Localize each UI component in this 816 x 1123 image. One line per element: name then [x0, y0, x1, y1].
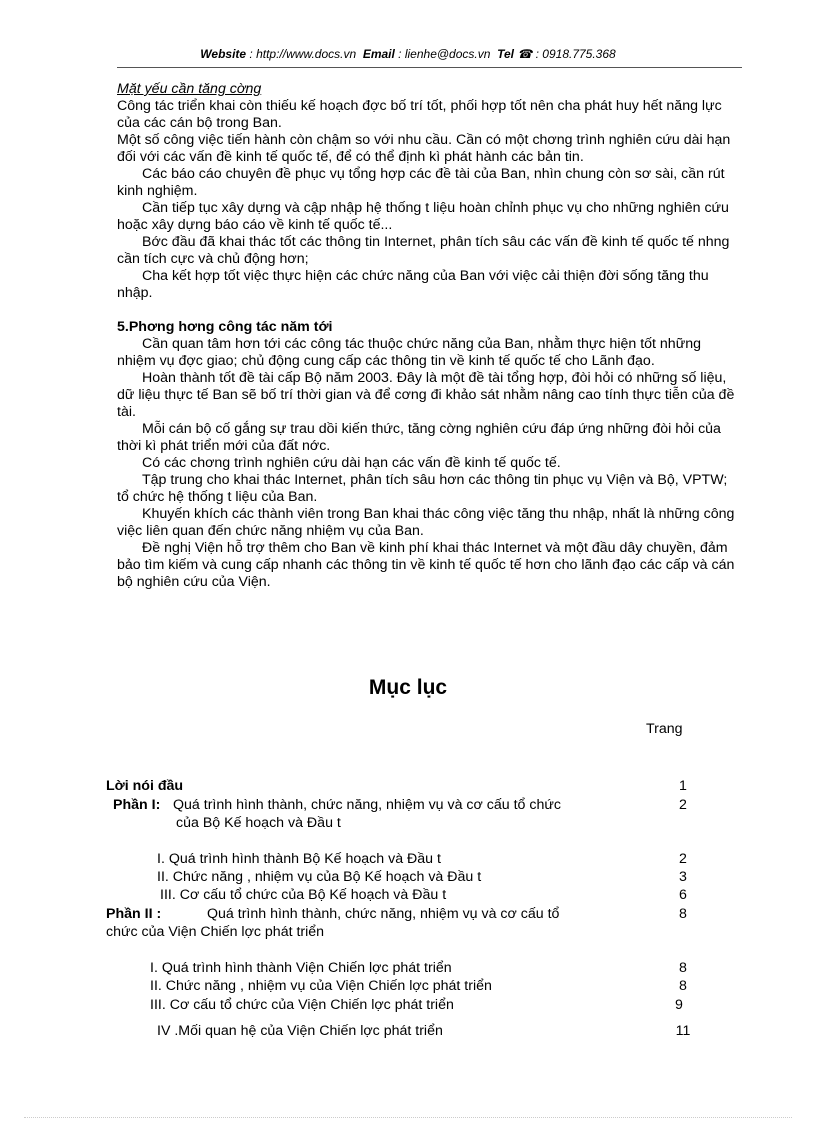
body-text [117, 81, 742, 591]
paragraph: Cần quan tâm hơn tới các công tác thuộc chức năng của Ban, nhằm thực hiện tốt những nhiệm vụ đợc giao; chủ động cung cấp các thông tin về kinh tế quốc tế cho Lãnh đạo. [117, 336, 701, 369]
toc-part2-line2: chức của Viện Chiến lợc phát triển [106, 924, 325, 940]
toc-page-number: 1 [679, 778, 687, 794]
section-heading: 5.Phơng hơng công tác năm tới [117, 319, 333, 335]
header-divider [117, 67, 742, 68]
tel-label: Tel [497, 47, 514, 61]
footer-divider [24, 1117, 792, 1118]
toc-page-number: 8 [679, 906, 687, 922]
paragraph: Công tác triển khai còn thiếu kế hoạch đợc bố trí tốt, phối hợp tốt nên cha phát huy hết năng lực của các cán bộ trong Ban. [117, 98, 722, 131]
toc-page-number: 2 [679, 797, 687, 813]
email-label: Email [362, 47, 395, 61]
toc-item: II. Chức năng , nhiệm vụ của Bộ Kế hoạch và Đầu t [157, 869, 482, 885]
toc-item: III. Cơ cấu tổ chức của Viện Chiến lợc phát triển [150, 997, 454, 1013]
paragraph: Hoàn thành tốt đề tài cấp Bộ năm 2003. Đây là một đề tài tổng hợp, đòi hỏi có những số liệu, dữ liệu thực tế Ban sẽ bố trí thời gian và để cơng đi khảo sát nhằm nâng cao tính thực tiễn của đề tài. [117, 370, 735, 420]
toc-part1-label: Phần I: [113, 797, 161, 813]
paragraph: Đề nghị Viện hỗ trợ thêm cho Ban về kinh phí khai thác Internet và một đầu dây chuyền, đảm bảo tìm kiếm và cung cấp nhanh các thông tin về kinh tế quốc tế hơn cho lãnh đạo các cấp và cán bộ nghiên cứu của Viện. [117, 540, 735, 590]
toc-part1-line2: của Bộ Kế hoạch và Đầu t [176, 815, 341, 831]
paragraph: Khuyến khích các thành viên trong Ban khai thác công việc tăng thu nhập, nhất là những công việc liên quan đến chức năng nhiệm vụ của Ban. [117, 506, 735, 539]
page-header [0, 47, 816, 61]
paragraph: Các báo cáo chuyên đề phục vụ tổng hợp các đề tài của Ban, nhìn chung còn sơ sài, cần rút kinh nghiệm. [117, 166, 725, 199]
email-value: : lienhe@docs.vn [398, 47, 491, 61]
toc-part2-line1: Quá trình hình thành, chức năng, nhiệm vụ và cơ cấu tổ [207, 906, 560, 922]
paragraph: Cần tiếp tục xây dựng và cập nhập hệ thống t liệu hoàn chỉnh phục vụ cho những nghiên cứu hoặc xây dựng báo cáo về kinh tế quốc tế... [117, 200, 729, 233]
toc-part1-line1: Quá trình hình thành, chức năng, nhiệm vụ và cơ cấu tổ chức [173, 797, 561, 813]
toc-part2-label: Phần II : [106, 906, 162, 922]
toc-page-number: 2 [679, 851, 687, 867]
website-label: Website [200, 47, 247, 61]
toc-item: II. Chức năng , nhiệm vụ của Viện Chiến lợc phát triển [150, 978, 492, 994]
toc-page-number: 8 [679, 960, 687, 976]
phone-icon: ☎ [517, 47, 533, 61]
toc-title: Mục lục [368, 676, 448, 699]
toc-page-label: Trang [646, 721, 683, 737]
paragraph: Tập trung cho khai thác Internet, phân tích sâu hơn các thông tin phục vụ Viện và Bộ, VPTW; tổ chức hệ thống t liệu của Ban. [117, 472, 728, 505]
toc-page-number: 6 [679, 887, 687, 903]
toc-page-number: 9 [675, 997, 683, 1013]
tel-value: : 0918.775.368 [535, 47, 616, 61]
paragraph: Cha kết hợp tốt việc thực hiện các chức năng của Ban với việc cải thiện đời sống tăng thu nhập. [117, 268, 709, 301]
toc-item: III. Cơ cấu tổ chức của Bộ Kế hoạch và Đầu t [160, 887, 447, 903]
toc-foreword: Lời nói đầu [106, 778, 184, 794]
toc-page-number: 11 [675, 1023, 691, 1039]
paragraph: Có các chơng trình nghiên cứu dài hạn các vấn đề kinh tế quốc tế. [142, 455, 561, 471]
toc-item: I. Quá trình hình thành Bộ Kế hoạch và Đầu t [157, 851, 441, 867]
paragraph: Mỗi cán bộ cố gắng sự trau dồi kiến thức, tăng cờng nghiên cứu đáp ứng những đòi hỏi của thời kì phát triển mới của đất nớc. [117, 421, 721, 454]
toc-page-number: 3 [679, 869, 687, 885]
toc-item: IV .Mối quan hệ của Viện Chiến lợc phát triển [157, 1023, 443, 1039]
toc-item: I. Quá trình hình thành Viện Chiến lợc phát triển [150, 960, 452, 976]
website-value: : http://www.docs.vn [249, 47, 357, 61]
weak-points-heading: Mặt yếu cần tăng cờng [117, 81, 262, 97]
toc-page-number: 8 [679, 978, 687, 994]
paragraph: Bớc đầu đã khai thác tốt các thông tin Internet, phân tích sâu các vấn đề kinh tế quốc tế nhng cần tích cực và chủ động hơn; [117, 234, 730, 267]
paragraph: Một số công việc tiến hành còn chậm so với nhu cầu. Cần có một chơng trình nghiên cứu dài hạn đối với các vấn đề kinh tế quốc tế, để có thể định kì phát hành các bản tin. [117, 132, 731, 165]
